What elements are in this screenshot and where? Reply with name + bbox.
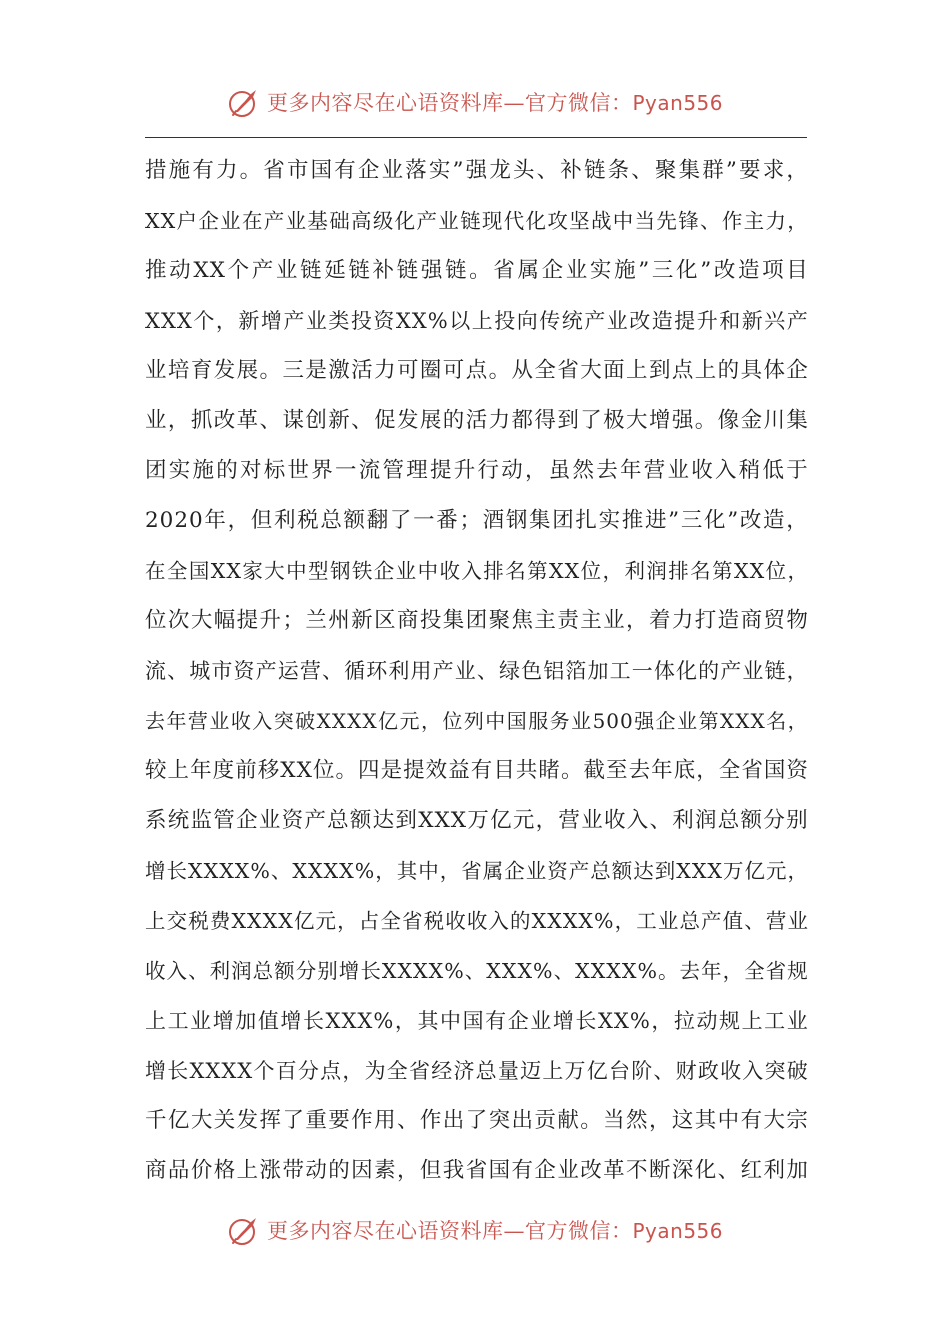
body-line: 推 动 XX 个 产 业 链 延 链 补 链 强 链 。 省 属 企 业 实 施 ” 三 化 ” 改 造 项 目: [145, 258, 809, 283]
footer-banner-label: 更多内容尽在心语资料库—官方微信：: [266, 1219, 633, 1243]
body-line: 上 工 业 增 加 值 增 长 XXX% ， 其 中 国 有 企 业 增 长 XX% ， 拉 动 规 上 工 业: [145, 1009, 809, 1033]
header-banner-text: [267, 87, 723, 117]
body-line: XX 户 企 业 在 产 业 基 础 高 级 化 产 业 链 现 代 化 攻 坚 战 中 当 先 锋 、 作 主 力 ，: [145, 209, 809, 233]
footer-banner: [0, 1208, 950, 1252]
footer-banner-text: [267, 1215, 723, 1245]
footer-banner-inner: [227, 1213, 723, 1247]
header-wechat-id: Pyan556: [632, 91, 723, 115]
quill-pen-logo-icon: [227, 85, 261, 119]
footer-wechat-id: Pyan556: [632, 1219, 723, 1243]
body-line: 在 全 国 XX 家 大 中 型 钢 铁 企 业 中 收 入 排 名 第 XX 位 ， 利 润 排 名 第 XX 位 ，: [145, 559, 809, 583]
body-line: 位 次 大 幅 提 升 ； 兰 州 新 区 商 投 集 团 聚 焦 主 责 主 业 ， 着 力 打 造 商 贸 物: [145, 608, 809, 633]
body-line: XXX 个 ， 新 增 产 业 类 投 资 XX% 以 上 投 向 传 统 产 业 改 造 提 升 和 新 兴 产: [145, 309, 809, 333]
body-line: 千 亿 大 关 发 挥 了 重 要 作 用 、 作 出 了 突 出 贡 献 。 当 然 ， 这 其 中 有 大 宗: [145, 1108, 809, 1133]
body-line: 较 上 年 度 前 移 XX 位 。 四 是 提 效 益 有 目 共 睹 。 截 至 去 年 底 ， 全 省 国 资: [145, 758, 809, 783]
header-banner: [0, 80, 950, 124]
body-line: 团 实 施 的 对 标 世 界 一 流 管 理 提 升 行 动 ， 虽 然 去 年 营 业 收 入 稍 低 于: [145, 458, 809, 483]
header-banner-label: 更多内容尽在心语资料库—官方微信：: [266, 91, 633, 115]
quill-pen-logo-icon: [227, 1213, 261, 1247]
body-line: 去 年 营 业 收 入 突 破 XXXX 亿 元 ， 位 列 中 国 服 务 业 500 强 企 业 第 XXX 名 ，: [145, 709, 809, 733]
body-line: 上 交 税 费 XXXX 亿 元 ， 占 全 省 税 收 收 入 的 XXXX% ， 工 业 总 产 值 、 营 业: [145, 909, 809, 933]
body-line: 增 长 XXXX% 、 XXXX% ， 其 中 ， 省 属 企 业 资 产 总 额 达 到 XXX 万 亿 元 ，: [145, 859, 810, 883]
body-line: 商 品 价 格 上 涨 带 动 的 因 素 ， 但 我 省 国 有 企 业 改 革 不 断 深 化 、 红 利 加: [145, 1158, 809, 1183]
header-banner-inner: [227, 85, 723, 119]
body-line: 业 ， 抓 改 革 、 谋 创 新 、 促 发 展 的 活 力 都 得 到 了 极 大 增 强 。 像 金 川 集: [145, 408, 809, 433]
body-line: 收 入 、 利 润 总 额 分 别 增 长 XXXX% 、 XXX% 、 XXXX% 。 去 年 ， 全 省 规: [145, 959, 809, 983]
body-line: 增 长 XXXX 个 百 分 点 ， 为 全 省 经 济 总 量 迈 上 万 亿 台 阶 、 财 政 收 入 突 破: [145, 1059, 809, 1083]
document-body: [145, 146, 809, 1196]
body-line: 系 统 监 管 企 业 资 产 总 额 达 到 XXX 万 亿 元 ， 营 业 收 入 、 利 润 总 额 分 别: [145, 808, 809, 833]
header-divider: [145, 137, 807, 138]
body-line: 业 培 育 发 展 。 三 是 激 活 力 可 圈 可 点 。 从 全 省 大 面 上 到 点 上 的 具 体 企: [145, 358, 809, 383]
body-line: 流 、 城 市 资 产 运 营 、 循 环 利 用 产 业 、 绿 色 铝 箔 加 工 一 体 化 的 产 业 链 ，: [145, 659, 809, 683]
body-line: 2020 年 ， 但 利 税 总 额 翻 了 一 番 ； 酒 钢 集 团 扎 实 推 进 ” 三 化 ” 改 造 ，: [145, 508, 809, 533]
body-line: 措 施 有 力 。 省 市 国 有 企 业 落 实 ” 强 龙 头 、 补 链 条 、 聚 集 群 ” 要 求 ，: [145, 158, 809, 183]
